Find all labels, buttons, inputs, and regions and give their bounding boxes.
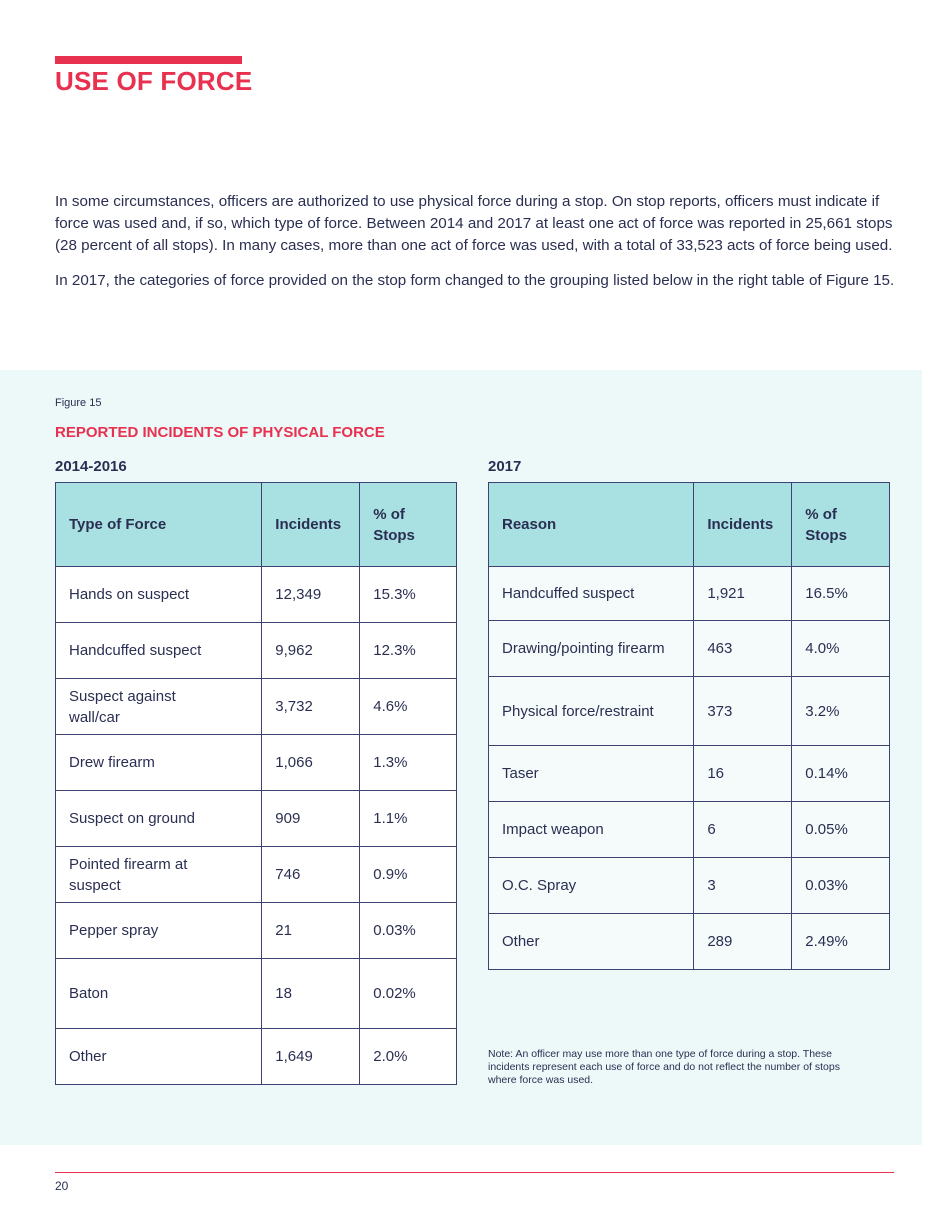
figure-note: Note: An officer may use more than one type of force during a stop. These incidents represent each use of force and do not reflect the number of stops where force was used. xyxy=(488,1048,840,1086)
incidents-cell: 1,921 xyxy=(694,567,792,621)
incidents-cell: 3,732 xyxy=(262,679,360,735)
incidents-cell: 373 xyxy=(694,677,792,746)
reason-cell: Taser xyxy=(489,746,694,802)
percent-cell: 0.03% xyxy=(792,858,890,914)
percent-cell: 4.6% xyxy=(360,679,457,735)
force-type-cell: Suspect against wall/car xyxy=(56,679,262,735)
table-row xyxy=(489,567,890,621)
force-type-cell: Pepper spray xyxy=(56,903,262,959)
incidents-cell: 6 xyxy=(694,802,792,858)
table-row xyxy=(489,677,890,746)
table-row xyxy=(489,914,890,970)
percent-cell: 4.0% xyxy=(792,621,890,677)
column-header: Type of Force xyxy=(56,483,262,567)
percent-cell: 2.49% xyxy=(792,914,890,970)
table-row xyxy=(489,858,890,914)
incidents-cell: 12,349 xyxy=(262,567,360,623)
force-type-cell: Hands on suspect xyxy=(56,567,262,623)
column-header: % of Stops xyxy=(792,483,890,567)
column-header: Reason xyxy=(489,483,694,567)
reason-cell: Drawing/pointing firearm xyxy=(489,621,694,677)
table-row xyxy=(56,567,457,623)
figure-title: REPORTED INCIDENTS OF PHYSICAL FORCE xyxy=(55,424,385,441)
force-type-cell: Pointed firearm at suspect xyxy=(56,847,262,903)
force-type-cell: Baton xyxy=(56,959,262,1029)
table-header-row xyxy=(489,483,890,567)
percent-cell: 2.0% xyxy=(360,1029,457,1085)
force-type-cell: Drew firearm xyxy=(56,735,262,791)
incidents-cell: 1,066 xyxy=(262,735,360,791)
column-header: % of Stops xyxy=(360,483,457,567)
force-type-cell: Suspect on ground xyxy=(56,791,262,847)
percent-cell: 0.02% xyxy=(360,959,457,1029)
column-header: Incidents xyxy=(262,483,360,567)
left-table-heading: 2014-2016 xyxy=(55,458,127,475)
force-type-cell: Handcuffed suspect xyxy=(56,623,262,679)
table-row xyxy=(489,802,890,858)
reason-cell: Impact weapon xyxy=(489,802,694,858)
incidents-cell: 289 xyxy=(694,914,792,970)
left-force-table xyxy=(55,482,457,1085)
percent-cell: 1.3% xyxy=(360,735,457,791)
table-row xyxy=(56,903,457,959)
right-force-table xyxy=(488,482,890,970)
incidents-cell: 18 xyxy=(262,959,360,1029)
incidents-cell: 909 xyxy=(262,791,360,847)
percent-cell: 0.9% xyxy=(360,847,457,903)
table-row xyxy=(489,621,890,677)
incidents-cell: 3 xyxy=(694,858,792,914)
incidents-cell: 1,649 xyxy=(262,1029,360,1085)
percent-cell: 16.5% xyxy=(792,567,890,621)
column-header: Incidents xyxy=(694,483,792,567)
percent-cell: 12.3% xyxy=(360,623,457,679)
intro-paragraph: In some circumstances, officers are authorized to use physical force during a stop. On stop reports, officers must indicate if force was used and, if so, which type of force. Between 2014 and 2017 at least one act of force was reported in 25,661 stops (28 percent of all stops). In many cases, more than one act of force was used, with a total of 33,523 acts of force being used. xyxy=(55,193,893,254)
table-row xyxy=(56,791,457,847)
incidents-cell: 21 xyxy=(262,903,360,959)
table-row xyxy=(56,735,457,791)
percent-cell: 15.3% xyxy=(360,567,457,623)
percent-cell: 3.2% xyxy=(792,677,890,746)
table-row xyxy=(56,959,457,1029)
percent-cell: 0.05% xyxy=(792,802,890,858)
reason-cell: Physical force/restraint xyxy=(489,677,694,746)
incidents-cell: 746 xyxy=(262,847,360,903)
table-row xyxy=(56,623,457,679)
intro-paragraph: In 2017, the categories of force provided on the stop form changed to the grouping listed below in the right table of Figure 15. xyxy=(55,272,895,289)
title-accent-bar xyxy=(55,56,242,64)
force-type-cell: Other xyxy=(56,1029,262,1085)
percent-cell: 0.14% xyxy=(792,746,890,802)
reason-cell: Handcuffed suspect xyxy=(489,567,694,621)
incidents-cell: 16 xyxy=(694,746,792,802)
reason-cell: Other xyxy=(489,914,694,970)
reason-cell: O.C. Spray xyxy=(489,858,694,914)
footer-divider xyxy=(55,1172,894,1173)
page-number: 20 xyxy=(55,1179,69,1193)
percent-cell: 1.1% xyxy=(360,791,457,847)
table-row xyxy=(56,847,457,903)
figure-label: Figure 15 xyxy=(55,397,102,409)
percent-cell: 0.03% xyxy=(360,903,457,959)
right-table-heading: 2017 xyxy=(488,458,522,475)
table-row xyxy=(56,679,457,735)
incidents-cell: 9,962 xyxy=(262,623,360,679)
intro-text xyxy=(55,191,900,305)
table-header-row xyxy=(56,483,457,567)
incidents-cell: 463 xyxy=(694,621,792,677)
table-row xyxy=(489,746,890,802)
page-title: USE OF FORCE xyxy=(55,66,253,96)
table-row xyxy=(56,1029,457,1085)
